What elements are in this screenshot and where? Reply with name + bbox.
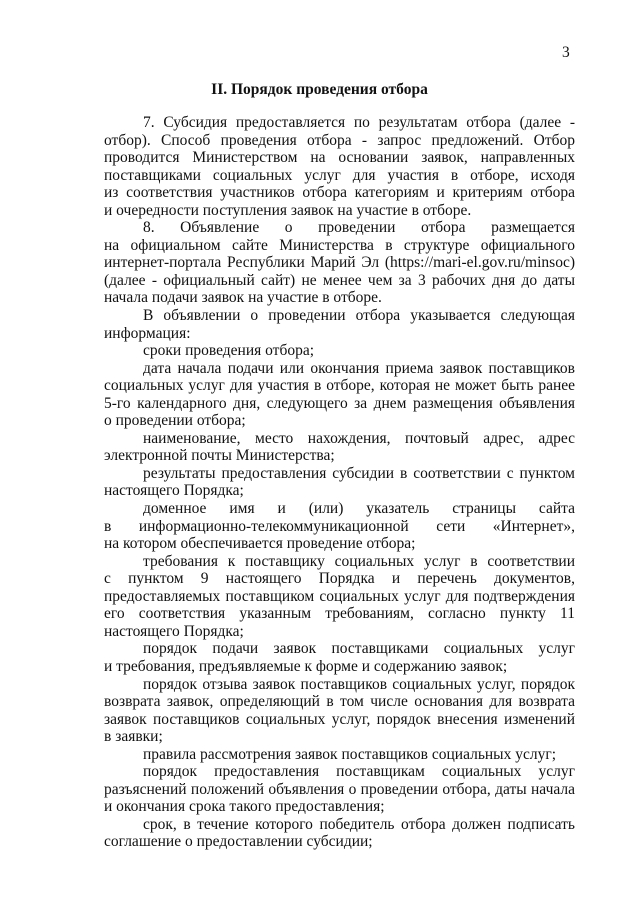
text-line: поставщиками социальных услуг для участия в отборе, исходя — [104, 166, 575, 184]
text-line: сроки проведения отбора; — [143, 342, 315, 360]
text-line: дата начала подачи или окончания приема заявок поставщиков — [143, 359, 575, 377]
text-line: с пунктом 9 настоящего Порядка и перечень документов, — [104, 570, 575, 588]
text-line: о проведении отбора; — [104, 412, 246, 430]
text-line: предоставляемых поставщиком социальных услуг для подтверждения — [104, 587, 575, 605]
text-line: проводится Министерством на основании заявок, направленных — [104, 149, 575, 167]
text-line: в заявки; — [104, 728, 163, 746]
page-number: 3 — [562, 44, 570, 61]
text-line: требования к поставщику социальных услуг в соответствии — [143, 552, 575, 570]
text-line: его соответствия указанным требованиям, согласно пункту 11 — [104, 605, 575, 623]
text-line: 7. Субсидия предоставляется по результатам отбора (далее - — [143, 114, 575, 131]
text-line: возврата заявок, определяющий в том числе основания для возврата — [104, 693, 575, 711]
text-line: 8. Объявление о проведении отбора размещается — [143, 219, 575, 237]
text-line: настоящего Порядка; — [104, 622, 244, 640]
text-line: В объявлении о проведении отбора указывается следующая — [143, 307, 575, 325]
text-line: 5-го календарного дня, следующего за днем размещения объявления — [104, 394, 575, 412]
text-line: порядок отзыва заявок поставщиков социальных услуг, порядок — [143, 675, 575, 693]
text-line: и очередности поступления заявок на участие в отборе. — [104, 201, 472, 219]
text-line: (далее - официальный сайт) не менее чем за 3 рабочих дня до даты — [104, 271, 575, 289]
text-line: разъяснений положений объявления о проведении отбора, даты начала — [104, 780, 575, 798]
text-line: настоящего Порядка; — [104, 482, 244, 500]
text-line: интернет-портала Республики Марий Эл (https://mari-el.gov.ru/minsoc) — [104, 254, 575, 272]
text-line: и окончания срока такого предоставления; — [104, 798, 385, 816]
text-line: отбор). Способ проведения отбора - запрос предложений. Отбор — [104, 131, 575, 149]
text-line: срок, в течение которого победитель отбора должен подписать — [143, 815, 575, 833]
text-line: наименование, место нахождения, почтовый адрес, адрес — [143, 429, 575, 447]
text-line: соглашение о предоставлении субсидии; — [104, 833, 373, 851]
text-line: социальных услуг для участия в отборе, которая не может быть ранее — [104, 377, 575, 395]
text-line: и требования, предъявляемые к форме и содержанию заявок; — [104, 657, 508, 675]
text-line: из соответствия участников отбора категориям и критериям отбора — [104, 184, 575, 202]
text-line: в информационно-телекоммуникационной сети «Интернет», — [104, 517, 575, 535]
section-heading: II. Порядок проведения отбора — [211, 81, 428, 98]
text-line: порядок предоставления поставщикам социальных услуг — [143, 763, 575, 781]
text-line: доменное имя и (или) указатель страницы сайта — [143, 500, 575, 518]
text-line: результаты предоставления субсидии в соответствии с пунктом — [143, 464, 575, 482]
text-line: на котором обеспечивается проведение отбора; — [104, 535, 416, 553]
body-text — [104, 114, 575, 851]
text-line: заявок поставщиков социальных услуг, порядок внесения изменений — [104, 710, 575, 728]
text-line: правила рассмотрения заявок поставщиков социальных услуг; — [143, 745, 556, 763]
text-line: информация: — [104, 324, 191, 342]
text-line: порядок подачи заявок поставщиками социальных услуг — [143, 640, 575, 658]
text-line: начала подачи заявок на участие в отборе. — [104, 289, 382, 307]
text-line: электронной почты Министерства; — [104, 447, 335, 465]
text-line: на официальном сайте Министерства в структуре официального — [104, 236, 575, 254]
